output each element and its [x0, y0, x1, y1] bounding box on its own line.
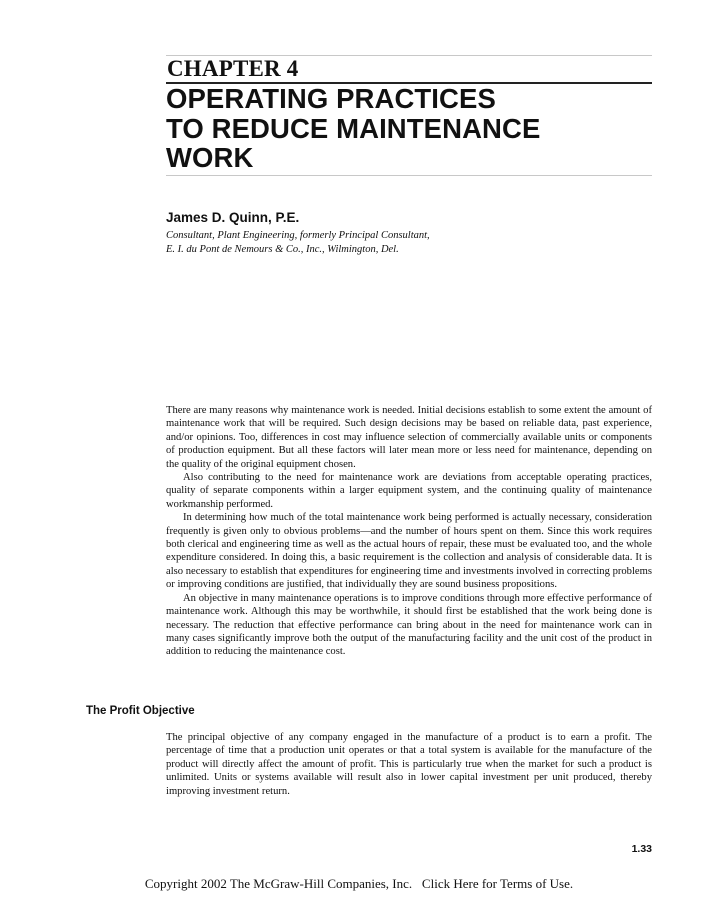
intro-text [166, 404, 652, 659]
affiliation-line: Consultant, Plant Engineering, formerly Principal Consultant, [166, 230, 430, 241]
intro-paragraph: Also contributing to the need for maintenance work are deviations from acceptable operating practices, quality of separate components within a larger equipment system, and the continuing quality of maintenance workmanship performed. [166, 472, 652, 510]
chapter-label: CHAPTER 4 [167, 56, 299, 81]
section-paragraph: The principal objective of any company engaged in the manufacture of a product is to earn a profit. The percentage of time that a production unit operates or that a total system is available for the manufacture of the product will directly affect the amount of profit. This is particularly true when the market for such a product is unlimited. Units or systems available will result also in lower capital investment per unit produced, thereby improving investment return. [166, 732, 652, 797]
intro-paragraph: In determining how much of the total maintenance work being performed is actually necessary, consideration frequently is given only to obvious problems—and the number of hours spent on them. Since this work requires both clerical and engineering time as well as the actual hours of repair, these must be evaluated too, and the whole expenditure considered. In doing this, a basic requirement is the collection and analysis of considerable data. It is also necessary to establish that expenditures for engineering time and investments involved in correcting problems or improving conditions are justified, that individually they are sound business propositions. [166, 512, 652, 591]
chapter-title-line: OPERATING PRACTICES [166, 83, 496, 114]
terms-of-use-link[interactable]: Click Here for Terms of Use. [421, 876, 574, 891]
author-name: James D. Quinn, P.E. [166, 210, 300, 225]
author-affiliation [166, 229, 652, 257]
page-number: 1.33 [631, 843, 652, 855]
copyright-notice: Copyright 2002 The McGraw-Hill Companies, Inc. [144, 876, 413, 891]
section-body [166, 731, 652, 798]
intro-paragraph: An objective in many maintenance operations is to improve conditions through more effective performance of maintenance work. Although this may be worthwhile, it should first be established that the work being done is necessary. The reduction that effective performance can bring about in the need for maintenance work can in many cases significantly improve both the output of the manufacturing facility and the unit cost of the product in addition to reducing the maintenance cost. [166, 592, 652, 658]
chapter-title [166, 84, 540, 173]
footer [0, 876, 718, 892]
title-bottom-rule [166, 175, 652, 176]
affiliation-line: E. I. du Pont de Nemours & Co., Inc., Wilmington, Del. [166, 244, 399, 255]
section-heading: The Profit Objective [86, 705, 195, 717]
chapter-title-line: WORK [166, 142, 254, 173]
chapter-title-line: TO REDUCE MAINTENANCE [166, 112, 541, 144]
intro-paragraph: There are many reasons why maintenance work is needed. Initial decisions establish to some extent the amount of maintenance work that will be required. Such design decisions may be based on reliable data, past experience, and/or opinions. Too, differences in cost may influence selection of commercially available units or components of production equipment. But all these factors will later mean more or less need for maintenance, depending on the quality of the original equipment chosen. [166, 405, 652, 470]
